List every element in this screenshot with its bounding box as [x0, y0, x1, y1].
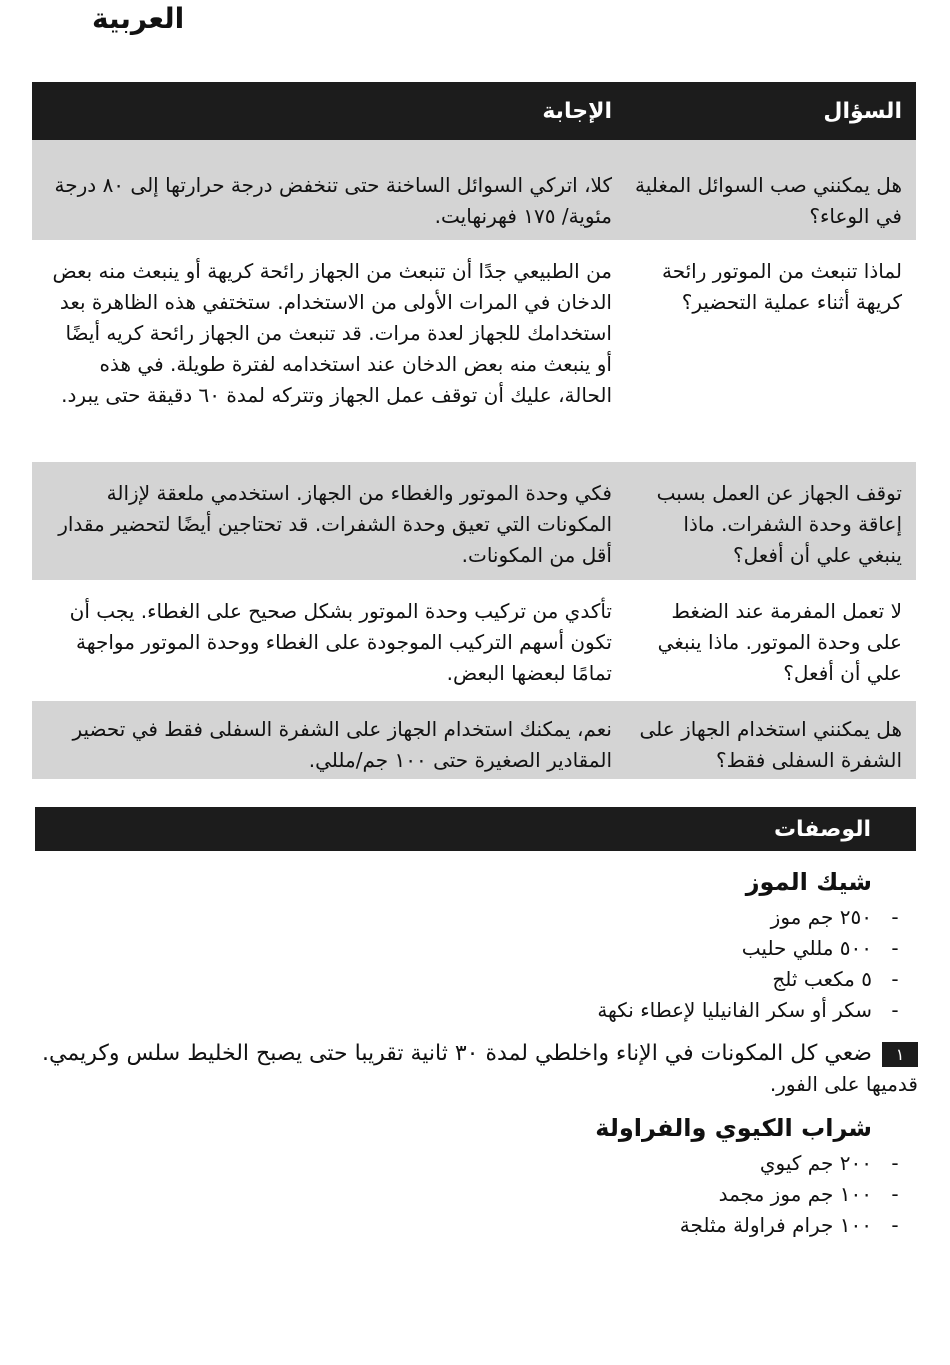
faq-question: توقف الجهاز عن العمل بسبب إعاقة وحدة الشفرات. ماذا ينبغي علي أن أفعل؟ — [656, 481, 902, 567]
ingredient-item — [40, 902, 918, 933]
step-text: ضعي كل المكونات في الإناء واخلطي لمدة ٣٠ ثانية تقريبا حتى يصبح الخليط سلس وكريمي. — [42, 1041, 872, 1066]
faq-question: لا تعمل المفرمة عند الضغط على وحدة الموتور. ماذا ينبغي علي أن أفعل؟ — [657, 599, 902, 685]
bullet-dash: - — [891, 998, 899, 1022]
recipes-section-title: الوصفات — [773, 816, 871, 842]
faq-row — [32, 462, 916, 580]
faq-question: هل يمكنني استخدام الجهاز على الشفرة السفلى فقط؟ — [639, 717, 902, 772]
recipe-step — [40, 1038, 918, 1070]
faq-answer: كلا، اتركي السوائل الساخنة حتى تنخفض درجة حرارتها إلى ٨٠ درجة مئوية/ ١٧٥ فهرنهايت. — [54, 173, 612, 228]
ingredient-item — [40, 933, 918, 964]
ingredient-item — [40, 964, 918, 995]
answer-column-header: الإجابة — [542, 98, 612, 124]
ingredient-item — [40, 995, 918, 1026]
serving-note: قدميها على الفور. — [769, 1072, 918, 1096]
recipe-title: شيك الموز — [745, 868, 872, 896]
ingredient-text: ٢٥٠ جم موز — [770, 905, 872, 929]
faq-answer: فكي وحدة الموتور والغطاء من الجهاز. استخدمي ملعقة لإزالة المكونات التي تعيق وحدة الشفرات. قد تحتاجين أيضًا لتحضير مقدار أقل من المكونات. — [58, 481, 612, 567]
recipe-title: شراب الكيوي والفراولة — [595, 1114, 872, 1142]
bullet-dash: - — [891, 1182, 899, 1206]
ingredient-text: ٥ مكعب ثلج — [772, 967, 872, 991]
faq-row — [32, 240, 916, 462]
bullet-dash: - — [891, 967, 899, 991]
bullet-dash: - — [891, 905, 899, 929]
ingredient-text: ١٠٠ جرام فراولة مثلجة — [679, 1213, 872, 1237]
recipe-kiwi-strawberry-drink — [40, 1108, 918, 1241]
ingredient-item — [40, 1148, 918, 1179]
ingredient-text: ٥٠٠ مللي حليب — [741, 936, 872, 960]
faq-table — [32, 82, 916, 779]
faq-row — [32, 140, 916, 240]
recipes-section-header — [35, 807, 916, 851]
faq-row — [32, 701, 916, 779]
bullet-dash: - — [891, 936, 899, 960]
faq-question: هل يمكنني صب السوائل المغلية في الوعاء؟ — [635, 173, 902, 228]
faq-row — [32, 580, 916, 701]
question-column-header: السؤال — [823, 98, 902, 124]
faq-answer: نعم، يمكنك استخدام الجهاز على الشفرة السفلى فقط في تحضير المقادير الصغيرة حتى ١٠٠ جم/مللي. — [72, 717, 612, 772]
bullet-dash: - — [891, 1213, 899, 1237]
faq-answer: من الطبيعي جدًا أن تنبعث من الجهاز رائحة كريهة أو ينبعث منه بعض الدخان في المرات الأولى من الاستخدام. ستختفي هذه الظاهرة بعد استخدامك للجهاز لعدة مرات. قد تنبعث من الجهاز رائحة كريه أيضًا أو ينبعث منه بعض الدخان عند استخدامه لفترة طويلة. في هذه الحالة، عليك أن توقف عمل الجهاز وتتركه لمدة ٦٠ دقيقة حتى يبرد. — [52, 259, 612, 407]
language-title: العربية — [92, 2, 185, 35]
ingredient-text: سكر أو سكر الفانيليا لإعطاء نكهة — [597, 998, 872, 1022]
faq-header — [32, 82, 916, 140]
recipe-banana-shake — [40, 862, 918, 1098]
ingredient-text: ١٠٠ جم موز مجمد — [718, 1182, 872, 1206]
bullet-dash: - — [891, 1151, 899, 1175]
ingredient-item — [40, 1210, 918, 1241]
faq-question: لماذا تنبعث من الموتور رائحة كريهة أثناء عملية التحضير؟ — [661, 259, 902, 314]
ingredient-item — [40, 1179, 918, 1210]
step-number-badge: ١ — [882, 1042, 918, 1067]
recipes-list — [40, 862, 918, 1241]
faq-answer: تأكدي من تركيب وحدة الموتور بشكل صحيح على الغطاء. يجب أن تكون أسهم التركيب الموجودة على الغطاء ووحدة الموتور مواجهة تمامًا لبعضها البعض. — [69, 599, 612, 685]
ingredient-text: ٢٠٠ جم كيوي — [759, 1151, 872, 1175]
